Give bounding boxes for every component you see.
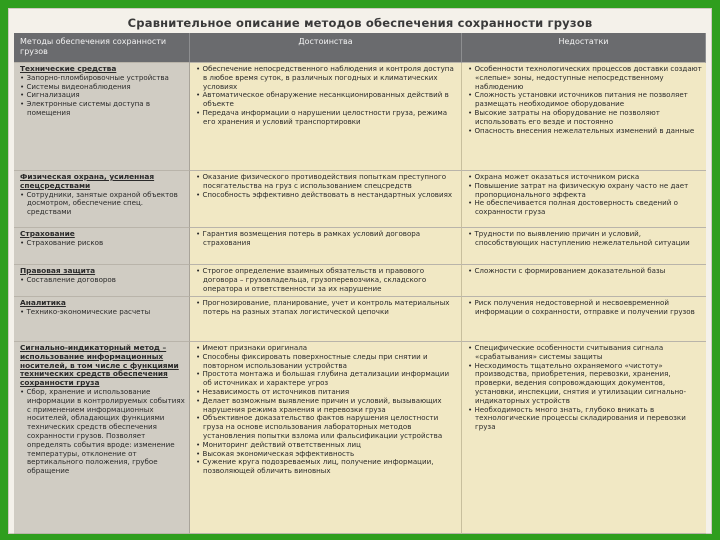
cons-item: • Трудности по выявлению причин и условий, способствующих наступлению нежелательной ситуации — [468, 230, 702, 248]
pros-item: • Обеспечение непосредственного наблюдения и контроля доступа в любое время суток, в различных погодных и климатических условиях — [196, 65, 457, 91]
pros-item: • Мониторинг действий ответственных лиц — [196, 441, 457, 450]
cons-item: • Высокие затраты на оборудование не позволяют использовать его везде и постоянно — [468, 109, 702, 127]
method-cell — [14, 63, 190, 171]
pros-item: • Делает возможным выявление причин и условий, вызывающих нарушения режима хранения и перевозки груза — [196, 397, 457, 415]
cons-item: • Не обеспечивается полная достоверность сведений о сохранности груза — [468, 199, 702, 217]
method-title: Страхование — [20, 229, 75, 238]
pros-item: • Объективное доказательство фактов нарушения целостности груза на основе использования лабораторных методов установления попытки взлома или фальсификации устройства — [196, 414, 457, 440]
method-cell — [14, 228, 190, 265]
method-item: • Системы видеонаблюдения — [20, 83, 185, 92]
cons-cell — [462, 297, 706, 342]
pros-item: • Высокая экономическая эффективность — [196, 450, 457, 459]
method-item: • Сигнализация — [20, 91, 185, 100]
pros-item: • Автоматическое обнаружение несанкционированных действий в объекте — [196, 91, 457, 109]
pros-cell — [190, 171, 462, 228]
method-title: Правовая защита — [20, 266, 96, 275]
cons-item: • Несходимость тщательно охраняемого «чистоту» производства, приобретения, перевозки, хранения, проверки, ведения сопровождающих документов, установки, инспекции, снятия и утилизации сигнально-индикаторных устройств — [468, 362, 702, 406]
cons-cell — [462, 228, 706, 265]
method-title: Аналитика — [20, 298, 66, 307]
slide-title: Сравнительное описание методов обеспечения сохранности грузов — [127, 16, 593, 30]
pros-item: • Простота монтажа и большая глубина детализации информации об источниках и характере угроз — [196, 370, 457, 388]
pros-cell — [190, 63, 462, 171]
method-item: • Составление договоров — [20, 276, 185, 285]
cons-item: • Особенности технологических процессов доставки создают «слепые» зоны, недоступные непосредственному наблюдению — [468, 65, 702, 91]
pros-cell — [190, 297, 462, 342]
cons-item: • Повышение затрат на физическую охрану часто не дает пропорционального эффекта — [468, 182, 702, 200]
method-title: Физическая охрана, усиленная спецсредствами — [20, 172, 155, 190]
cons-item: • Необходимость много знать, глубоко вникать в технологические процессы складирования и перевозки груза — [468, 406, 702, 432]
cons-cell — [462, 171, 706, 228]
cons-item: • Специфические особенности считывания сигнала «срабатывания» системы защиты — [468, 344, 702, 362]
method-cell — [14, 171, 190, 228]
pros-item: • Независимость от источников питания — [196, 388, 457, 397]
slide — [8, 8, 712, 534]
header-pros: Достоинства — [190, 33, 462, 63]
header-method: Методы обеспечения сохранности грузов — [14, 33, 190, 63]
cons-cell — [462, 265, 706, 297]
pros-item: • Имеют признаки оригинала — [196, 344, 457, 353]
header-cons: Недостатки — [462, 33, 706, 63]
cons-item: • Сложности с формированием доказательной базы — [468, 267, 702, 276]
method-cell — [14, 342, 190, 534]
method-item: • Запорно-пломбировочные устройства — [20, 74, 185, 83]
cons-item: • Риск получения недостоверной и несвоевременной информации о сохранности, отправке и получении грузов — [468, 299, 702, 317]
pros-item: • Способны фиксировать поверхностные следы при снятии и повторном использовании устройства — [196, 353, 457, 371]
method-cell — [14, 297, 190, 342]
pros-cell — [190, 265, 462, 297]
comparison-table — [14, 33, 706, 534]
method-item: • Технико-экономические расчеты — [20, 308, 185, 317]
method-item: • Страхование рисков — [20, 239, 185, 248]
method-item: • Сбор, хранение и использование информации в контролируемых событиях с применением информационных носителей, обладающих функциями технических средств обеспечения сохранности грузов. Позволяет определять события вроде: изменение температуры, отклонение от вертикального положения, грубое обращение — [20, 388, 185, 476]
pros-item: • Оказание физического противодействия попыткам преступного посягательства на груз с использованием спецсредств — [196, 173, 457, 191]
pros-item: • Способность эффективно действовать в нестандартных условиях — [196, 191, 457, 200]
method-title: Сигнально-индикаторный метод – использование информационных носителей, в том числе с функциями технических средств обеспечения сохранности груза — [20, 343, 179, 388]
method-title: Технические средства — [20, 64, 117, 73]
cons-cell — [462, 342, 706, 534]
pros-cell — [190, 342, 462, 534]
pros-item: • Гарантия возмещения потерь в рамках условий договора страхования — [196, 230, 457, 248]
pros-cell — [190, 228, 462, 265]
cons-item: • Охрана может оказаться источником риска — [468, 173, 702, 182]
pros-item: • Передача информации о нарушении целостности груза, режима его хранения и условий транспортировки — [196, 109, 457, 127]
method-item: • Сотрудники, занятые охраной объектов досмотром, обеспечение спец. средствами — [20, 191, 185, 217]
cons-item: • Опасность внесения нежелательных изменений в данные — [468, 127, 702, 136]
pros-item: • Прогнозирование, планирование, учет и контроль материальных потерь на разных этапах логистической цепочки — [196, 299, 457, 317]
pros-item: • Сужение круга подозреваемых лиц, получение информации, позволяющей обличить виновных — [196, 458, 457, 476]
method-item: • Электронные системы доступа в помещения — [20, 100, 185, 118]
cons-item: • Сложность установки источников питания не позволяет размещать необходимое оборудование — [468, 91, 702, 109]
pros-item: • Строгое определение взаимных обязательств и правового договора – грузовладельца, грузоперевозчика, складского оператора и ответственности за их нарушение — [196, 267, 457, 293]
cons-cell — [462, 63, 706, 171]
method-cell — [14, 265, 190, 297]
